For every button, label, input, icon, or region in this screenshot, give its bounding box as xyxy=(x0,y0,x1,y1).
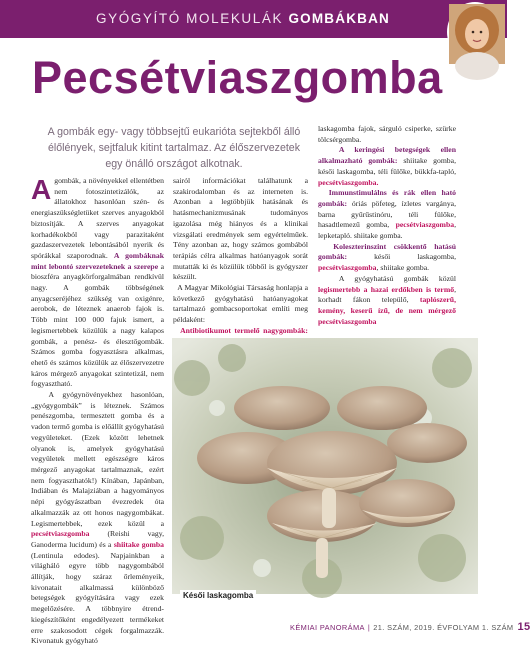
photo-caption: Késői laskagomba xyxy=(180,590,256,601)
footer-separator: | xyxy=(367,623,371,632)
dropcap: A xyxy=(31,174,52,205)
page-footer xyxy=(290,621,531,633)
kicker-light: GYÓGYÍTÓ MOLEKULÁK xyxy=(96,11,284,26)
section-kicker xyxy=(96,11,390,26)
mushroom-photo xyxy=(172,338,478,594)
col3-paragraph-1: laskagomba fajok, sárguló csiperke, szürke tölcsérgomba. xyxy=(318,124,456,144)
col2-paragraph-2: A Magyar Mikológiai Társaság honlapja a következő gyógyhatású hatóanyagokat tartalmazó gombacsoportokat említi meg példaként: xyxy=(173,283,309,325)
col3-paragraph-5: A gyógyhatású gombák közül legismertebb a hazai erdőkben is termő, korhadt fákon települő, taplószerű, kemény, keserű ízű, de nem mérgező pecsétviaszgomba xyxy=(318,273,456,326)
col2-paragraph-1: sairól információkat találhatunk a szakirodalomban és az interneten is. Azonban a legtöbbjük hatásának és hatásmechanizmusának tudományos igazolása még hiányos és a klinikai vizsgálati eredmények sem egyértelműek. Tény azonban az, hogy számos gombából terápiás célra alkalmas hatóanyagok sorát mutatták ki és közülük többől is gyógyszer készült. xyxy=(173,176,308,282)
body-column-3 xyxy=(318,124,456,372)
issue-info: 21. SZÁM, 2019. ÉVFOLYAM 1. SZÁM xyxy=(373,623,514,632)
col3-paragraph-3: Immunstimulálns és rák ellen ható gombák: óriás pöfeteg, ízletes vargánya, barna gyűrűstinóru, téli fülőke, hasadtlemezű gomba, pecsétviaszgomba, lepketapló. shiitake gomba. xyxy=(318,188,456,241)
col3-paragraph-2: A keringési betegségek ellen alkalmazható gombák: shiitake gomba, késői laskagomba, téli fülőke, bükkfa-tapló, pecsétviaszgomba. xyxy=(318,145,456,187)
body-column-1 xyxy=(31,174,164,646)
article-lead: A gombák egy- vagy többsejtű eukarióta sejtekből álló élőlények, sejtfaluk kitint tartalmaz. Az élőszervezetek egy önálló országot alkotnak. xyxy=(47,126,301,170)
page-number: 15 xyxy=(517,621,531,633)
col1-paragraph-1: Agombák, a növényekkel ellentétben nem fotoszintetizálók, az állatokhoz hasonlóan szén- és energiaszükségletüket szerves anyagokból biztosítják. A szerves anyagokat korhadékokból vagy parazitaként gazdaszervezetek lebontásából nyerik és spórákkal szaporodnak. A gombáknak mint lebontó szervezeteknek a szerepe a bioszféra anyagkörforgalmában rendkívül nagy. A gombák többségének anyagcseréjéhez szükség van oxigénre, aerobok, de léteznek anaerob fajok is. Több mint 100 000 fajuk ismert, a legismertebbek közülük a nagy kalapos gombák, a penész- és élesztőgombák. Számos gomba fogyasztásra alkalmas, ehető és számos közülük az élőszervezetre káros mérgező anyagokat szintetizál, nem fogyasztható. xyxy=(31,174,164,389)
col2-paragraph-3: Antibiotikumot termelő nagygombák: xyxy=(180,325,308,335)
magazine-name: KÉMIAI PANORÁMA xyxy=(290,623,365,632)
header-band xyxy=(0,0,507,38)
col1-paragraph-2: A gyógynövényekhez hasonlóan, „gyógygombák” is léteznek. Számos penészgomba, termesztett gomba és a vadon termő gomba is előállít gyógyhatású vegyületeket. (Ezek között lehetnek olyanok is, amelyek gyógyhatású vegyületek mellett egészségre káros mérgező anyagokat tartalmaznak, ezért nem fogyaszthatók!) Kínában, Japánban, Indiában és Malajziában a hagyományos népi gyógyászatban évezredek óta alkalmazzák az ott honos nagygombákat. Legismertebbek, ezek közül a pecsétviaszgomba (Reishi vagy, Ganoderma lucidum) és a shiitake gomba (Lentinula edodes). Napjainkban a világháló egyre több nagygombából állítják, hogy száraz őrleményeik, kivonatait alkalmassá különböző betegségek gyógyítására vagy ezek megelőzésére. A többnyire étrend-kiegészítőként engedélyezett termékeket erre szakosodott cégek forgalmazzák. Kivonatuk gyógyható xyxy=(31,390,164,646)
article-title: Pecsétviaszgomba xyxy=(32,52,443,103)
body-column-2 xyxy=(173,176,308,344)
col3-paragraph-4: Koleszterinszint csökkentő hatású gombák: késői laskagomba, pecsétviaszgomba, shiitake gomba. xyxy=(318,241,456,273)
kicker-bold: GOMBÁKBAN xyxy=(288,11,390,26)
